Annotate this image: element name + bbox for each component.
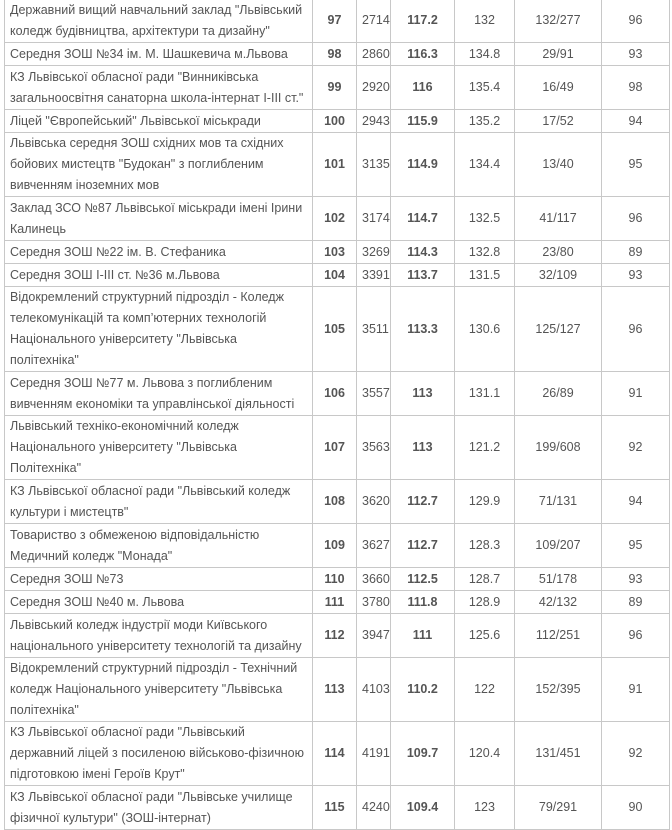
position-cell: 4240 (357, 786, 391, 830)
average-score-cell: 135.4 (455, 66, 515, 110)
ratio-cell: 13/40 (515, 133, 602, 197)
average-score-cell: 135.2 (455, 110, 515, 133)
score-cell: 114.7 (391, 197, 455, 241)
average-score-cell: 131.5 (455, 264, 515, 287)
rank-cell: 99 (313, 66, 357, 110)
position-cell: 3391 (357, 264, 391, 287)
rank-cell: 111 (313, 591, 357, 614)
score-cell: 113.7 (391, 264, 455, 287)
table-body (5, 0, 670, 830)
rank-cell: 109 (313, 524, 357, 568)
rank-cell: 110 (313, 568, 357, 591)
school-name-cell: Заклад ЗСО №87 Львівської міськради імені Ірини Калинець (5, 197, 313, 241)
table-row (5, 416, 670, 480)
school-name-cell: КЗ Львівської обласної ради "Винниківська загальноосвітня санаторна школа-інтернат І-ІІІ ст." (5, 66, 313, 110)
percent-cell: 96 (602, 287, 670, 372)
rank-cell: 102 (313, 197, 357, 241)
average-score-cell: 132.8 (455, 241, 515, 264)
position-cell: 4191 (357, 722, 391, 786)
ratio-cell: 42/132 (515, 591, 602, 614)
ratio-cell: 199/608 (515, 416, 602, 480)
percent-cell: 94 (602, 110, 670, 133)
school-name-cell: КЗ Львівської обласної ради "Львівський державний ліцей з посиленою військово-фізичною підготовкою імені Героїв Крут" (5, 722, 313, 786)
percent-cell: 93 (602, 568, 670, 591)
percent-cell: 91 (602, 372, 670, 416)
ratio-cell: 132/277 (515, 0, 602, 43)
school-name-cell: Середня ЗОШ №77 м. Львова з поглибленим вивченням економіки та управлінської діяльності (5, 372, 313, 416)
school-name-cell: КЗ Львівської обласної ради "Львівське училище фізичної культури" (ЗОШ-інтернат) (5, 786, 313, 830)
score-cell: 116 (391, 66, 455, 110)
score-cell: 111 (391, 614, 455, 658)
rank-cell: 104 (313, 264, 357, 287)
score-cell: 114.3 (391, 241, 455, 264)
position-cell: 3563 (357, 416, 391, 480)
position-cell: 3174 (357, 197, 391, 241)
average-score-cell: 134.8 (455, 43, 515, 66)
position-cell: 3947 (357, 614, 391, 658)
average-score-cell: 132 (455, 0, 515, 43)
table-row (5, 264, 670, 287)
score-cell: 115.9 (391, 110, 455, 133)
table-row (5, 372, 670, 416)
rank-cell: 113 (313, 658, 357, 722)
rank-cell: 97 (313, 0, 357, 43)
ratio-cell: 109/207 (515, 524, 602, 568)
average-score-cell: 122 (455, 658, 515, 722)
ratio-cell: 152/395 (515, 658, 602, 722)
score-cell: 113 (391, 372, 455, 416)
ratio-cell: 29/91 (515, 43, 602, 66)
ratio-cell: 131/451 (515, 722, 602, 786)
rank-cell: 115 (313, 786, 357, 830)
score-cell: 114.9 (391, 133, 455, 197)
school-name-cell: Середня ЗОШ І-ІІІ ст. №36 м.Львова (5, 264, 313, 287)
average-score-cell: 131.1 (455, 372, 515, 416)
rank-cell: 107 (313, 416, 357, 480)
average-score-cell: 128.7 (455, 568, 515, 591)
average-score-cell: 129.9 (455, 480, 515, 524)
table-row (5, 110, 670, 133)
table-row (5, 197, 670, 241)
school-name-cell: Середня ЗОШ №40 м. Львова (5, 591, 313, 614)
ratio-cell: 23/80 (515, 241, 602, 264)
school-name-cell: Львівський техніко-економічний коледж Національного університету "Львівська Політехніка" (5, 416, 313, 480)
score-cell: 113 (391, 416, 455, 480)
position-cell: 3627 (357, 524, 391, 568)
school-name-cell: Середня ЗОШ №22 ім. В. Стефаника (5, 241, 313, 264)
table-row (5, 524, 670, 568)
score-cell: 109.4 (391, 786, 455, 830)
rank-cell: 103 (313, 241, 357, 264)
position-cell: 2860 (357, 43, 391, 66)
average-score-cell: 134.4 (455, 133, 515, 197)
table-row (5, 786, 670, 830)
position-cell: 2943 (357, 110, 391, 133)
ratio-cell: 79/291 (515, 786, 602, 830)
ratio-cell: 125/127 (515, 287, 602, 372)
table-row (5, 591, 670, 614)
score-cell: 112.5 (391, 568, 455, 591)
table-row (5, 480, 670, 524)
percent-cell: 91 (602, 658, 670, 722)
position-cell: 4103 (357, 658, 391, 722)
average-score-cell: 121.2 (455, 416, 515, 480)
rank-cell: 101 (313, 133, 357, 197)
school-rating-table (4, 0, 670, 830)
ratio-cell: 17/52 (515, 110, 602, 133)
percent-cell: 96 (602, 614, 670, 658)
position-cell: 2920 (357, 66, 391, 110)
percent-cell: 98 (602, 66, 670, 110)
school-name-cell: Середня ЗОШ №34 ім. М. Шашкевича м.Львова (5, 43, 313, 66)
position-cell: 3135 (357, 133, 391, 197)
percent-cell: 89 (602, 591, 670, 614)
table-row (5, 658, 670, 722)
score-cell: 109.7 (391, 722, 455, 786)
average-score-cell: 120.4 (455, 722, 515, 786)
rank-cell: 112 (313, 614, 357, 658)
school-name-cell: Відокремлений структурний підрозділ - Коледж телекомунікацій та комп’ютерних технологій Національного університету "Львівська політехніка" (5, 287, 313, 372)
percent-cell: 96 (602, 0, 670, 43)
table-row (5, 43, 670, 66)
school-name-cell: Товариство з обмеженою відповідальністю Медичний коледж "Монада" (5, 524, 313, 568)
score-cell: 113.3 (391, 287, 455, 372)
table-row (5, 133, 670, 197)
rank-cell: 100 (313, 110, 357, 133)
percent-cell: 95 (602, 524, 670, 568)
position-cell: 2714 (357, 0, 391, 43)
table-row (5, 0, 670, 43)
ratio-cell: 51/178 (515, 568, 602, 591)
position-cell: 3511 (357, 287, 391, 372)
ratio-cell: 41/117 (515, 197, 602, 241)
average-score-cell: 130.6 (455, 287, 515, 372)
rank-cell: 105 (313, 287, 357, 372)
school-name-cell: Львівський коледж індустрії моди Київського національного університету технологій та дизайну (5, 614, 313, 658)
ratio-cell: 112/251 (515, 614, 602, 658)
table-row (5, 614, 670, 658)
position-cell: 3557 (357, 372, 391, 416)
score-cell: 116.3 (391, 43, 455, 66)
rank-cell: 114 (313, 722, 357, 786)
percent-cell: 95 (602, 133, 670, 197)
percent-cell: 96 (602, 197, 670, 241)
school-name-cell: Львівська середня ЗОШ східних мов та східних бойових мистецтв "Будокан" з поглибленим вивченням іноземних мов (5, 133, 313, 197)
average-score-cell: 123 (455, 786, 515, 830)
ratio-cell: 71/131 (515, 480, 602, 524)
score-cell: 112.7 (391, 524, 455, 568)
average-score-cell: 132.5 (455, 197, 515, 241)
percent-cell: 94 (602, 480, 670, 524)
rank-cell: 108 (313, 480, 357, 524)
rank-cell: 98 (313, 43, 357, 66)
position-cell: 3269 (357, 241, 391, 264)
position-cell: 3660 (357, 568, 391, 591)
table-row (5, 722, 670, 786)
table-row (5, 66, 670, 110)
rank-cell: 106 (313, 372, 357, 416)
score-cell: 110.2 (391, 658, 455, 722)
percent-cell: 93 (602, 264, 670, 287)
school-name-cell: Державний вищий навчальний заклад "Львівський коледж будівництва, архітектури та дизайну" (5, 0, 313, 43)
school-name-cell: Середня ЗОШ №73 (5, 568, 313, 591)
average-score-cell: 125.6 (455, 614, 515, 658)
table-row (5, 241, 670, 264)
score-cell: 112.7 (391, 480, 455, 524)
percent-cell: 89 (602, 241, 670, 264)
position-cell: 3780 (357, 591, 391, 614)
school-name-cell: КЗ Львівської обласної ради "Львівський коледж культури і мистецтв" (5, 480, 313, 524)
percent-cell: 92 (602, 722, 670, 786)
ratio-cell: 16/49 (515, 66, 602, 110)
percent-cell: 93 (602, 43, 670, 66)
ratio-cell: 26/89 (515, 372, 602, 416)
average-score-cell: 128.9 (455, 591, 515, 614)
average-score-cell: 128.3 (455, 524, 515, 568)
percent-cell: 92 (602, 416, 670, 480)
score-cell: 117.2 (391, 0, 455, 43)
ratio-cell: 32/109 (515, 264, 602, 287)
table-row (5, 287, 670, 372)
school-name-cell: Ліцей "Європейський" Львівської міськради (5, 110, 313, 133)
score-cell: 111.8 (391, 591, 455, 614)
percent-cell: 90 (602, 786, 670, 830)
table-row (5, 568, 670, 591)
position-cell: 3620 (357, 480, 391, 524)
school-name-cell: Відокремлений структурний підрозділ - Технічний коледж Національного університету "Львівська політехніка" (5, 658, 313, 722)
